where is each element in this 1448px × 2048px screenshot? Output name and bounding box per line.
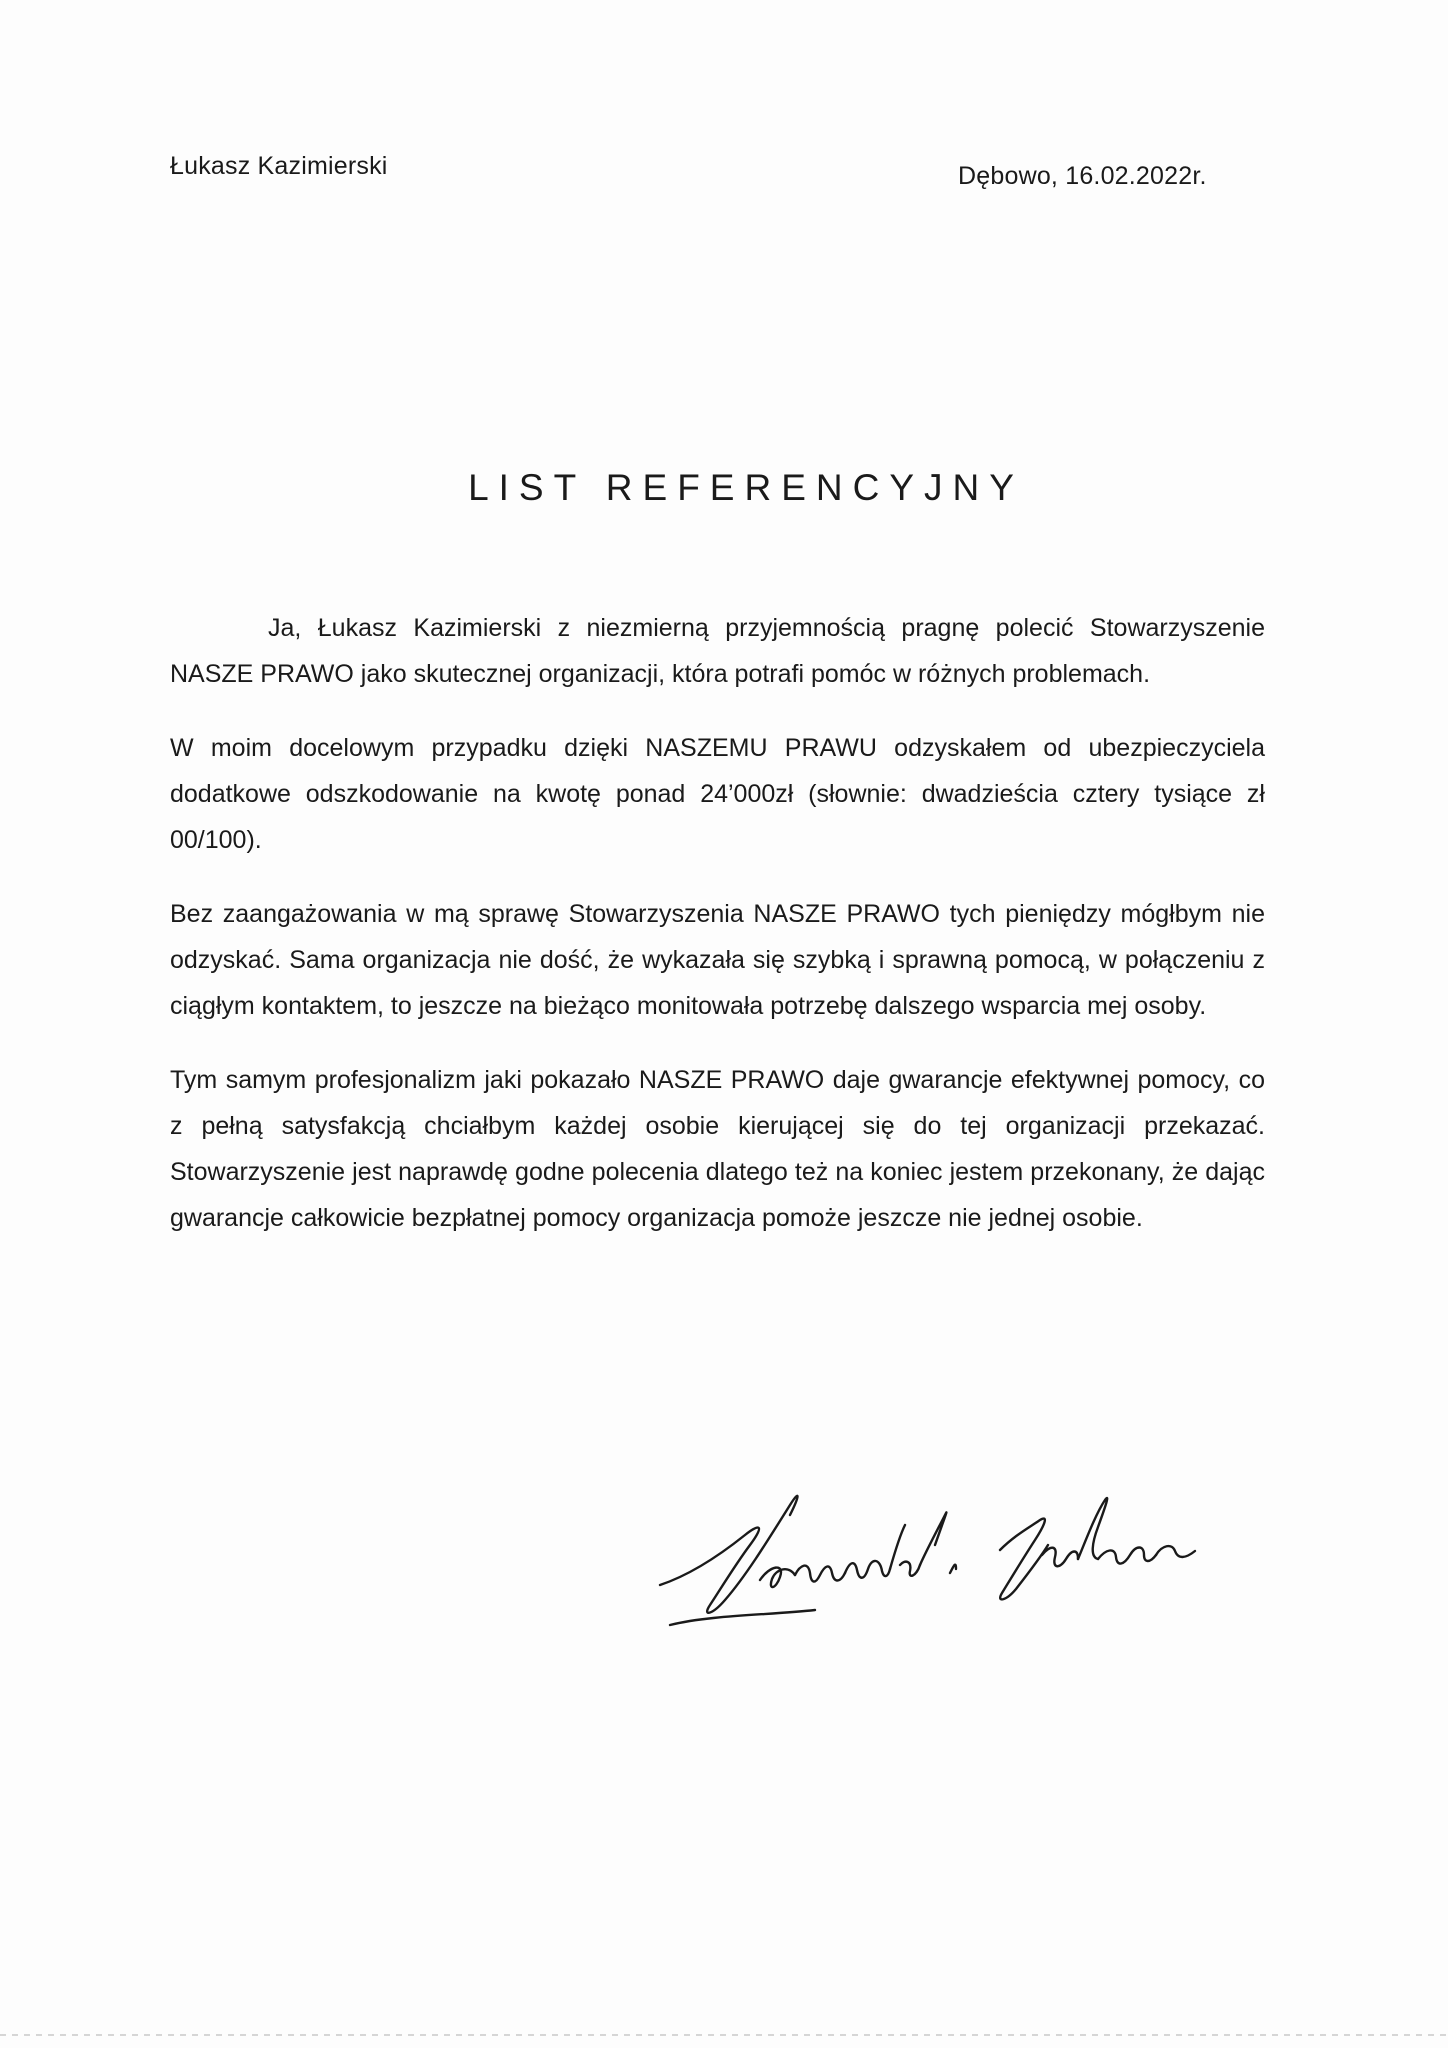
paragraph-4: Tym samym profesjonalizm jaki pokazało NASZE PRAWO daje gwarancje efektywnej pomocy, co z pełną satysfakcją chciałbym każdej osobie kierującej się do tej organizacji przekazać. Stowarzyszenie jest naprawdę godne polecenia dlatego też na koniec jestem przekonany, że dając gwarancje całkowicie bezpłatnej pomocy organizacja pomoże jeszcze nie jednej osobie. (170, 1066, 1265, 1232)
paragraph-1: Ja, Łukasz Kazimierski z niezmierną przyjemnością pragnę polecić Stowarzyszenie NASZE PRAWO jako skutecznej organizacji, która potrafi pomóc w różnych problemach. (170, 614, 1265, 688)
paragraph-2: W moim docelowym przypadku dzięki NASZEMU PRAWU odzyskałem od ubezpieczyciela dodatkowe odszkodowanie na kwotę ponad 24’000zł (słownie: dwadzieścia cztery tysiące zł 00/100). (170, 734, 1265, 854)
handwritten-signature (650, 1465, 1210, 1645)
signature-drawing (650, 1465, 1210, 1645)
scan-edge-line (0, 2034, 1448, 2036)
place-date: Dębowo, 16.02.2022r. (958, 162, 1207, 190)
letter-body (170, 605, 1265, 1269)
sender-name: Łukasz Kazimierski (170, 152, 388, 180)
paragraph-3: Bez zaangażowania w mą sprawę Stowarzyszenia NASZE PRAWO tych pieniędzy mógłbym nie odzyskać. Sama organizacja nie dość, że wykazała się szybką i sprawną pomocą, w połączeniu z ciągłym kontaktem, to jeszcze na bieżąco monitowała potrzebę dalszego wsparcia mej osoby. (170, 900, 1265, 1020)
document-title: LIST REFERENCYJNY (468, 467, 1024, 508)
